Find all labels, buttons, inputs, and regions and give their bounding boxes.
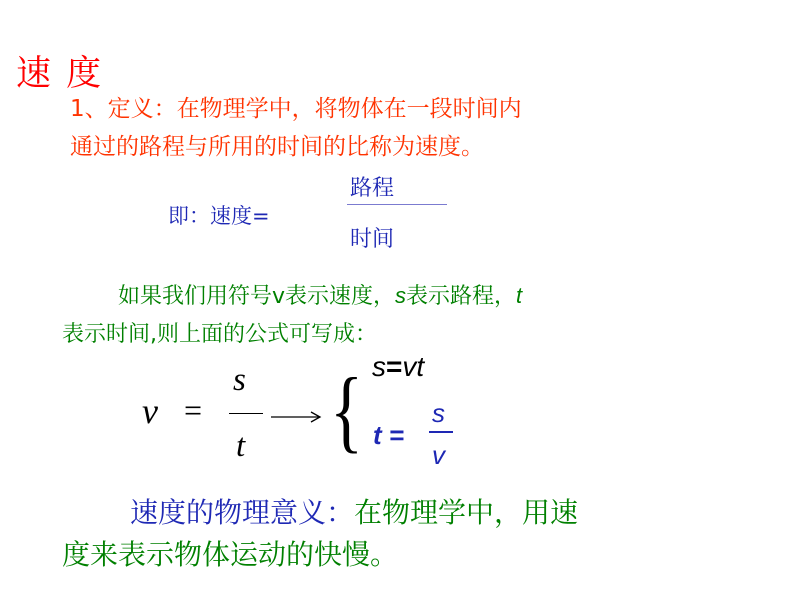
derived-formula-t-eq [373,420,404,451]
symbol-explanation-line-2: 表示时间,则上面的公式可写成： [62,322,377,347]
formula-numerator-s: s [233,362,246,398]
derived-t-lhs: t = [373,420,405,450]
left-brace-icon: { [330,359,364,461]
word-formula-prefix: 即：速度= [168,204,270,228]
derived-vt: vt [402,351,425,382]
symbol-t: t [516,283,523,308]
symbol-explanation-line-1 [118,279,522,310]
meaning-line-2: 度来表示物体运动的快慢。 [62,538,399,571]
right-arrow-icon [271,410,323,424]
slide-title: 速 度 [16,54,104,94]
formula-equals: = [184,392,203,428]
derived-fraction-numerator-s: s [432,398,445,428]
meaning-label: 速度的物理意义： [130,496,355,529]
definition-line-1: 1、定义：在物理学中，将物体在一段时间内 [70,96,522,122]
formula-lhs-v: v [142,391,158,431]
symbol-text-b: 表示路程， [406,284,517,309]
word-formula-denominator: 时间 [350,227,395,252]
word-formula-fraction-bar [347,204,447,205]
derived-equals: = [386,351,403,382]
derived-formula-s-eq-vt [372,351,424,383]
formula-fraction-bar [229,413,263,414]
meaning-body-a: 在物理学中，用速 [354,496,579,529]
formula-denominator-t: t [236,428,246,464]
symbol-text-a: 如果我们用符号v表示速度， [118,284,396,309]
definition-line-2: 通过的路程与所用的时间的比称为速度。 [70,134,484,160]
derived-fraction-denominator-v: v [432,440,445,470]
derived-fraction-bar [429,431,453,433]
symbol-s: s [395,283,407,308]
word-formula-numerator: 路程 [350,176,395,201]
derived-s: s [372,351,386,382]
meaning-line-1 [130,491,578,531]
